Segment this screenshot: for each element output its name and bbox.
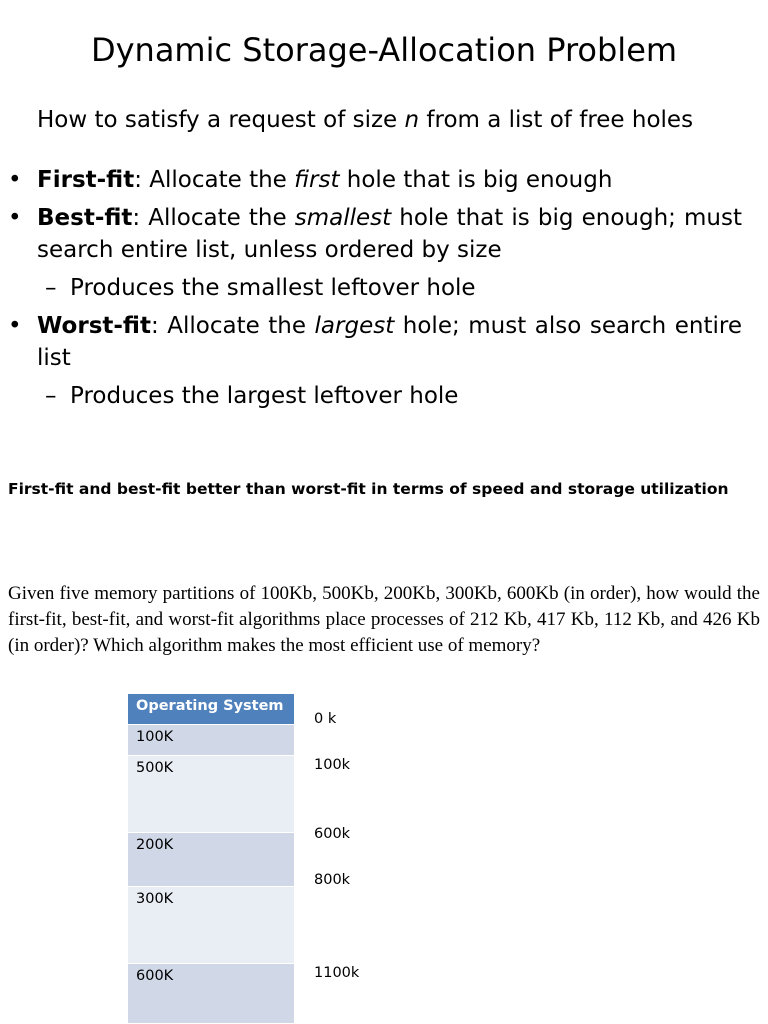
bullet-term: First-fit bbox=[37, 167, 135, 193]
memory-block-100k: 100K bbox=[128, 725, 294, 756]
sub-bullet-text: Produces the largest leftover hole bbox=[70, 383, 459, 409]
subtitle-variable: n bbox=[404, 107, 420, 133]
bullet-emphasis: smallest bbox=[294, 205, 392, 231]
sub-bullet-marker: – bbox=[45, 383, 57, 409]
address-label: 1100k bbox=[314, 965, 360, 981]
address-label: 600k bbox=[314, 826, 351, 842]
address-label: 0 k bbox=[314, 711, 337, 727]
bullet-text: hole that is big enough bbox=[339, 167, 613, 193]
bullet-text: : Allocate the bbox=[132, 205, 295, 231]
address-label: 800k bbox=[314, 872, 351, 888]
memory-block-500k: 500K bbox=[128, 756, 294, 833]
bullet-text: : Allocate the bbox=[150, 313, 315, 339]
exercise-question: Given five memory partitions of 100Kb, 500Kb, 200Kb, 300Kb, 600Kb (in order), how would the first-fit, best-fit, and worst-fit algorithms place processes of 212 Kb, 417 Kb, 112 Kb, and 426 Kb (in order)? Which algorithm makes the most efficient use of memory? bbox=[8, 583, 760, 656]
memory-block-200k: 200K bbox=[128, 833, 294, 887]
subtitle-text-start: How to satisfy a request of size bbox=[37, 107, 405, 133]
bullet-marker: • bbox=[8, 313, 22, 339]
memory-block-600k: 600K bbox=[128, 964, 294, 1024]
comparison-note: First-fit and best-fit better than worst-fit in terms of speed and storage utilization bbox=[8, 480, 729, 498]
bullet-worst-fit bbox=[0, 310, 768, 374]
subtitle bbox=[37, 104, 757, 136]
bullet-text: : Allocate the bbox=[134, 167, 295, 193]
slide-title: Dynamic Storage-Allocation Problem bbox=[90, 31, 678, 69]
bullet-term: Worst-fit bbox=[37, 313, 151, 339]
bullet-marker: • bbox=[8, 167, 22, 193]
sub-bullet-worst-fit bbox=[0, 380, 768, 412]
memory-block-300k: 300K bbox=[128, 887, 294, 964]
sub-bullet-text: Produces the smallest leftover hole bbox=[70, 275, 476, 301]
bullet-text: hole; must also search entire list bbox=[37, 313, 742, 371]
bullet-text: hole that is big enough; must search entire list, unless ordered by size bbox=[37, 205, 743, 263]
memory-block-os: Operating System bbox=[128, 694, 294, 725]
bullet-emphasis: first bbox=[294, 167, 340, 193]
address-label: 100k bbox=[314, 757, 351, 773]
bullet-marker: • bbox=[8, 205, 22, 231]
bullet-list bbox=[0, 164, 768, 418]
sub-bullet-marker: – bbox=[45, 275, 57, 301]
bullet-term: Best-fit bbox=[37, 205, 133, 231]
sub-bullet-best-fit bbox=[0, 272, 768, 304]
subtitle-text-end: from a list of free holes bbox=[419, 107, 694, 133]
bullet-first-fit bbox=[0, 164, 768, 196]
bullet-emphasis: largest bbox=[314, 313, 395, 339]
bullet-best-fit bbox=[0, 202, 768, 266]
